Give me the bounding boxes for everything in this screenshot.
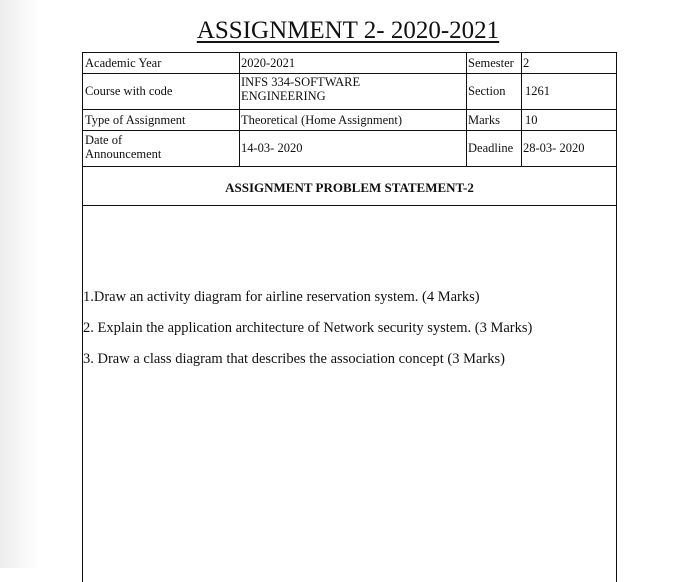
section-value: 1261 [525, 84, 550, 98]
assignment-sheet [82, 52, 617, 582]
deadline-label: Deadline [468, 141, 514, 155]
date-label-line1: Date of [85, 133, 123, 147]
marks-label: Marks [468, 112, 500, 127]
deadline-value: 28-03- 2020 [523, 141, 585, 155]
document-title [0, 16, 700, 46]
date-label [83, 131, 239, 166]
question-2: 2. Explain the application architecture of Network security system. (3 Marks) [83, 320, 533, 336]
course-value [239, 74, 466, 109]
course-label: Course with code [85, 84, 173, 98]
question-3: 3. Draw a class diagram that describes the association concept (3 Marks) [83, 351, 505, 367]
type-value: Theoretical (Home Assignment) [241, 112, 403, 127]
document-title-text: ASSIGNMENT 2- 2020-2021 [196, 17, 500, 44]
semester-label: Semester [468, 56, 514, 70]
table-rule [83, 205, 616, 206]
table-rule [83, 166, 616, 167]
course-value-line2: ENGINEERING [241, 89, 326, 103]
date-label-line2: Announcement [85, 147, 162, 161]
course-value-line1: INFS 334-SOFTWARE [241, 75, 361, 89]
announcement-date-value: 14-03- 2020 [241, 141, 303, 155]
page-edge-shadow [0, 0, 40, 568]
academic-year-label: Academic Year [85, 56, 162, 70]
academic-year-value: 2020-2021 [241, 56, 296, 70]
semester-value: 2 [523, 56, 530, 70]
type-label: Type of Assignment [85, 112, 186, 127]
marks-value: 10 [525, 112, 538, 127]
section-label: Section [468, 84, 506, 98]
problem-statement-heading: ASSIGNMENT PROBLEM STATEMENT-2 [225, 180, 474, 195]
question-1: 1.Draw an activity diagram for airline reservation system. (4 Marks) [83, 289, 480, 305]
